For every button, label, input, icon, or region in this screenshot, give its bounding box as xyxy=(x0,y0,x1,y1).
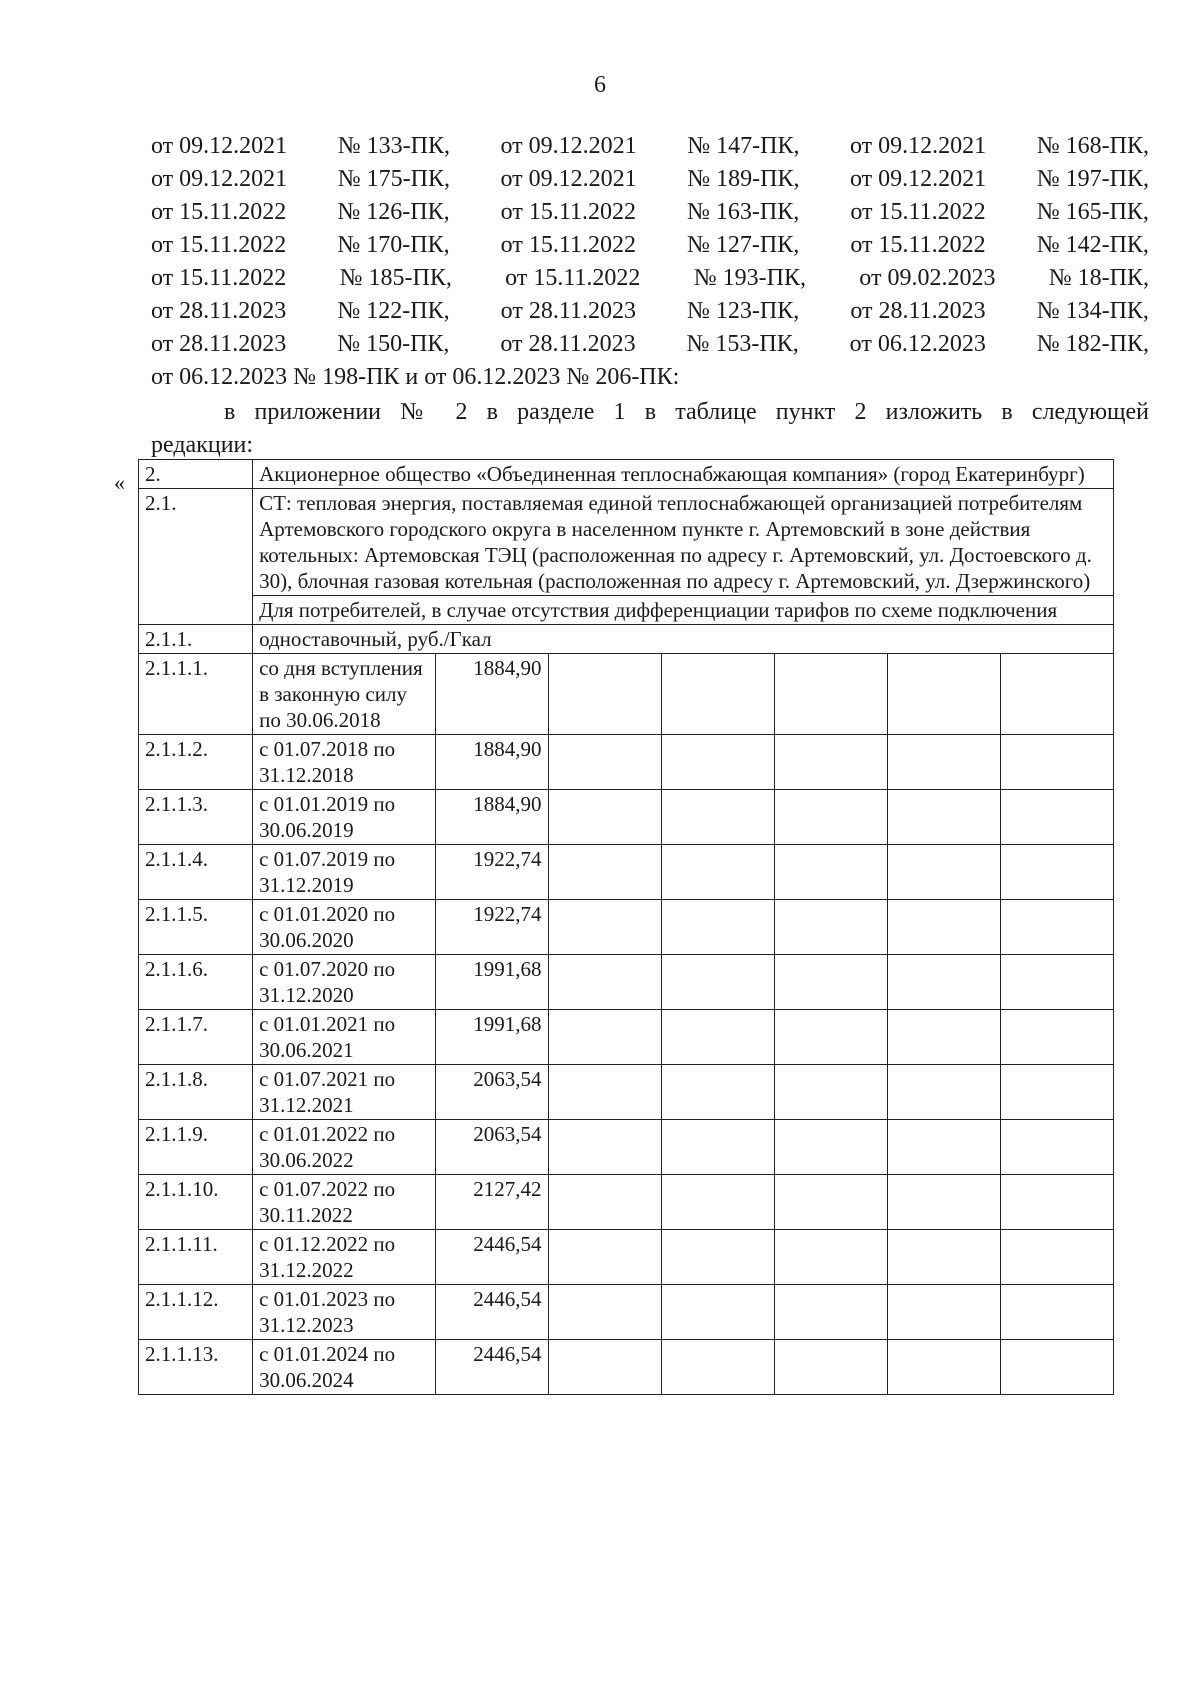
reference-date: от 09.12.2021 xyxy=(500,133,637,159)
instruction-paragraph xyxy=(151,396,1149,462)
period-label: с 01.07.2019 по 31.12.2019 xyxy=(253,845,436,900)
tariff-value: 1884,90 xyxy=(436,790,548,845)
resolution-references xyxy=(151,130,1149,394)
empty-cell xyxy=(887,1175,1000,1230)
empty-cell xyxy=(548,955,661,1010)
period-number: 2.1.1.10. xyxy=(139,1175,253,1230)
empty-cell xyxy=(548,1340,661,1395)
empty-cell xyxy=(774,955,887,1010)
empty-cell xyxy=(774,1065,887,1120)
consumers-row xyxy=(139,596,1114,625)
reference-number: № 165-ПК, xyxy=(1036,199,1149,225)
empty-cell xyxy=(661,1340,774,1395)
reference-number: № 170-ПК, xyxy=(337,232,450,258)
empty-cell xyxy=(1000,900,1113,955)
empty-cell xyxy=(661,1010,774,1065)
empty-cell xyxy=(774,1285,887,1340)
tariff-period-row xyxy=(139,1230,1114,1285)
empty-cell xyxy=(774,900,887,955)
empty-cell xyxy=(887,845,1000,900)
empty-cell xyxy=(1000,1175,1113,1230)
reference-date: от 09.12.2021 xyxy=(151,133,288,159)
period-number: 2.1.1.12. xyxy=(139,1285,253,1340)
empty-cell xyxy=(774,1010,887,1065)
empty-cell xyxy=(887,1065,1000,1120)
reference-date: от 28.11.2023 xyxy=(850,298,986,324)
empty-cell xyxy=(1000,1285,1113,1340)
reference-line xyxy=(151,130,1149,163)
empty-cell xyxy=(774,845,887,900)
reference-number: № 134-ПК, xyxy=(1036,298,1149,324)
empty-cell xyxy=(661,900,774,955)
period-label: с 01.01.2019 по 30.06.2019 xyxy=(253,790,436,845)
empty-cell xyxy=(1000,955,1113,1010)
period-number: 2.1.1.4. xyxy=(139,845,253,900)
tariff-value: 2446,54 xyxy=(436,1285,548,1340)
reference-date: от 28.11.2023 xyxy=(151,298,287,324)
reference-number: № 168-ПК, xyxy=(1036,133,1149,159)
tariff-value: 1884,90 xyxy=(436,654,548,735)
empty-cell xyxy=(774,1175,887,1230)
empty-cell xyxy=(661,845,774,900)
reference-date: от 28.11.2023 xyxy=(500,331,636,357)
empty-cell xyxy=(548,845,661,900)
service-number: 2.1. xyxy=(139,489,253,625)
org-row xyxy=(139,460,1114,489)
tariff-period-row xyxy=(139,1120,1114,1175)
tariff-period-row xyxy=(139,1340,1114,1395)
reference-number: № 153-ПК, xyxy=(686,331,799,357)
period-number: 2.1.1.5. xyxy=(139,900,253,955)
empty-cell xyxy=(887,1010,1000,1065)
tariff-period-row xyxy=(139,900,1114,955)
empty-cell xyxy=(774,735,887,790)
reference-line xyxy=(151,328,1149,361)
reference-last-line: от 06.12.2023 № 198-ПК и от 06.12.2023 № 206-ПК: xyxy=(151,364,680,390)
empty-cell xyxy=(774,1120,887,1175)
reference-line xyxy=(151,295,1149,328)
period-number: 2.1.1.6. xyxy=(139,955,253,1010)
reference-number: № 133-ПК, xyxy=(337,133,450,159)
reference-number: № 147-ПК, xyxy=(687,133,800,159)
period-label: с 01.07.2018 по 31.12.2018 xyxy=(253,735,436,790)
reference-date: от 09.02.2023 xyxy=(859,265,996,291)
empty-cell xyxy=(661,1175,774,1230)
empty-cell xyxy=(1000,1230,1113,1285)
period-number: 2.1.1.8. xyxy=(139,1065,253,1120)
empty-cell xyxy=(661,654,774,735)
empty-cell xyxy=(661,1285,774,1340)
period-label: с 01.07.2020 по 31.12.2020 xyxy=(253,955,436,1010)
reference-line xyxy=(151,196,1149,229)
tariff-period-row xyxy=(139,1065,1114,1120)
reference-date: от 15.11.2022 xyxy=(505,265,641,291)
empty-cell xyxy=(661,1230,774,1285)
org-number: 2. xyxy=(139,460,253,489)
empty-cell xyxy=(887,790,1000,845)
tariff-value: 2127,42 xyxy=(436,1175,548,1230)
period-label: с 01.01.2021 по 30.06.2021 xyxy=(253,1010,436,1065)
period-label: с 01.12.2022 по 31.12.2022 xyxy=(253,1230,436,1285)
reference-date: от 09.12.2021 xyxy=(850,133,987,159)
empty-cell xyxy=(548,1230,661,1285)
rate-type-row xyxy=(139,625,1114,654)
tariff-period-row xyxy=(139,735,1114,790)
period-label: с 01.01.2023 по 31.12.2023 xyxy=(253,1285,436,1340)
empty-cell xyxy=(887,735,1000,790)
empty-cell xyxy=(774,1230,887,1285)
reference-number: № 189-ПК, xyxy=(687,166,800,192)
empty-cell xyxy=(1000,845,1113,900)
reference-number: № 18-ПК, xyxy=(1048,265,1149,291)
empty-cell xyxy=(548,900,661,955)
instruction-line-1: в приложении № 2 в разделе 1 в таблице пункт 2 изложить в следующей xyxy=(224,399,1149,425)
empty-cell xyxy=(887,900,1000,955)
tariff-value: 1991,68 xyxy=(436,955,548,1010)
empty-cell xyxy=(548,790,661,845)
period-label: с 01.01.2024 по 30.06.2024 xyxy=(253,1340,436,1395)
reference-date: от 28.11.2023 xyxy=(151,331,287,357)
reference-number: № 150-ПК, xyxy=(337,331,450,357)
reference-date: от 15.11.2022 xyxy=(500,199,636,225)
tariff-period-row xyxy=(139,845,1114,900)
empty-cell xyxy=(1000,654,1113,735)
empty-cell xyxy=(548,1285,661,1340)
reference-line xyxy=(151,163,1149,196)
reference-number: № 127-ПК, xyxy=(687,232,800,258)
empty-cell xyxy=(548,735,661,790)
tariff-value: 2446,54 xyxy=(436,1230,548,1285)
reference-date: от 15.11.2022 xyxy=(850,232,986,258)
service-row xyxy=(139,489,1114,596)
opening-quote-mark: « xyxy=(114,470,125,495)
empty-cell xyxy=(887,1340,1000,1395)
rate-type-label: одноставочный, руб./Гкал xyxy=(253,625,1114,654)
reference-date: от 09.12.2021 xyxy=(500,166,637,192)
tariff-value: 1922,74 xyxy=(436,845,548,900)
instruction-line-2: редакции: xyxy=(151,432,254,458)
reference-date: от 06.12.2023 xyxy=(849,331,986,357)
tariff-period-row xyxy=(139,955,1114,1010)
reference-number: № 163-ПК, xyxy=(687,199,800,225)
period-label: с 01.01.2022 по 30.06.2022 xyxy=(253,1120,436,1175)
org-name: Акционерное общество «Объединенная теплоснабжающая компания» (город Екатеринбург) xyxy=(253,460,1114,489)
empty-cell xyxy=(1000,735,1113,790)
empty-cell xyxy=(661,790,774,845)
empty-cell xyxy=(774,654,887,735)
period-number: 2.1.1.9. xyxy=(139,1120,253,1175)
reference-number: № 142-ПК, xyxy=(1036,232,1149,258)
reference-date: от 15.11.2022 xyxy=(850,199,986,225)
tariff-period-row xyxy=(139,790,1114,845)
tariff-value: 2446,54 xyxy=(436,1340,548,1395)
period-number: 2.1.1.13. xyxy=(139,1340,253,1395)
empty-cell xyxy=(887,1120,1000,1175)
reference-number: № 122-ПК, xyxy=(337,298,450,324)
empty-cell xyxy=(548,1010,661,1065)
period-number: 2.1.1.7. xyxy=(139,1010,253,1065)
empty-cell xyxy=(1000,1010,1113,1065)
empty-cell xyxy=(548,654,661,735)
period-label: с 01.07.2021 по 31.12.2021 xyxy=(253,1065,436,1120)
empty-cell xyxy=(1000,1120,1113,1175)
empty-cell xyxy=(661,1120,774,1175)
service-description: СТ: тепловая энергия, поставляемая единой теплоснабжающей организацией потребителям Артемовского городского округа в населенном пункте г. Артемовский в зоне действия котельных: Артемовская ТЭЦ (расположенная по адресу г. Артемовский, ул. Достоевского д. 30), блочная газовая котельная (расположенная по адресу г. Артемовский, ул. Дзержинского) xyxy=(253,489,1114,596)
tariff-value: 1884,90 xyxy=(436,735,548,790)
tariff-value: 1922,74 xyxy=(436,900,548,955)
reference-date: от 09.12.2021 xyxy=(151,166,288,192)
empty-cell xyxy=(1000,1340,1113,1395)
empty-cell xyxy=(887,1285,1000,1340)
reference-number: № 123-ПК, xyxy=(687,298,800,324)
period-number: 2.1.1.3. xyxy=(139,790,253,845)
tariff-value: 2063,54 xyxy=(436,1065,548,1120)
reference-number: № 175-ПК, xyxy=(337,166,450,192)
consumers-description: Для потребителей, в случае отсутствия дифференциации тарифов по схеме подключения xyxy=(253,596,1114,625)
period-number: 2.1.1.2. xyxy=(139,735,253,790)
reference-date: от 15.11.2022 xyxy=(151,232,287,258)
reference-number: № 193-ПК, xyxy=(693,265,806,291)
empty-cell xyxy=(548,1175,661,1230)
empty-cell xyxy=(887,1230,1000,1285)
reference-date: от 28.11.2023 xyxy=(500,298,636,324)
empty-cell xyxy=(774,1340,887,1395)
reference-number: № 126-ПК, xyxy=(337,199,450,225)
reference-line xyxy=(151,262,1149,295)
reference-date: от 15.11.2022 xyxy=(151,265,287,291)
reference-date: от 15.11.2022 xyxy=(151,199,287,225)
reference-line xyxy=(151,229,1149,262)
empty-cell xyxy=(661,735,774,790)
empty-cell xyxy=(1000,1065,1113,1120)
period-number: 2.1.1.11. xyxy=(139,1230,253,1285)
tariff-period-row xyxy=(139,1010,1114,1065)
reference-number: № 182-ПК, xyxy=(1036,331,1149,357)
reference-number: № 185-ПК, xyxy=(339,265,452,291)
reference-number: № 197-ПК, xyxy=(1036,166,1149,192)
page-number: 6 xyxy=(594,72,606,98)
period-label: с 01.07.2022 по 30.11.2022 xyxy=(253,1175,436,1230)
tariff-period-row xyxy=(139,1285,1114,1340)
tariff-period-row xyxy=(139,654,1114,735)
reference-date: от 09.12.2021 xyxy=(850,166,987,192)
tariff-value: 2063,54 xyxy=(436,1120,548,1175)
tariff-value: 1991,68 xyxy=(436,1010,548,1065)
empty-cell xyxy=(548,1065,661,1120)
reference-date: от 15.11.2022 xyxy=(500,232,636,258)
rate-type-number: 2.1.1. xyxy=(139,625,253,654)
empty-cell xyxy=(774,790,887,845)
tariff-period-row xyxy=(139,1175,1114,1230)
period-number: 2.1.1.1. xyxy=(139,654,253,735)
empty-cell xyxy=(887,955,1000,1010)
empty-cell xyxy=(661,955,774,1010)
tariff-table xyxy=(138,459,1114,1395)
empty-cell xyxy=(661,1065,774,1120)
empty-cell xyxy=(1000,790,1113,845)
empty-cell xyxy=(887,654,1000,735)
period-label: со дня вступления в законную силу по 30.06.2018 xyxy=(253,654,436,735)
empty-cell xyxy=(548,1120,661,1175)
period-label: с 01.01.2020 по 30.06.2020 xyxy=(253,900,436,955)
